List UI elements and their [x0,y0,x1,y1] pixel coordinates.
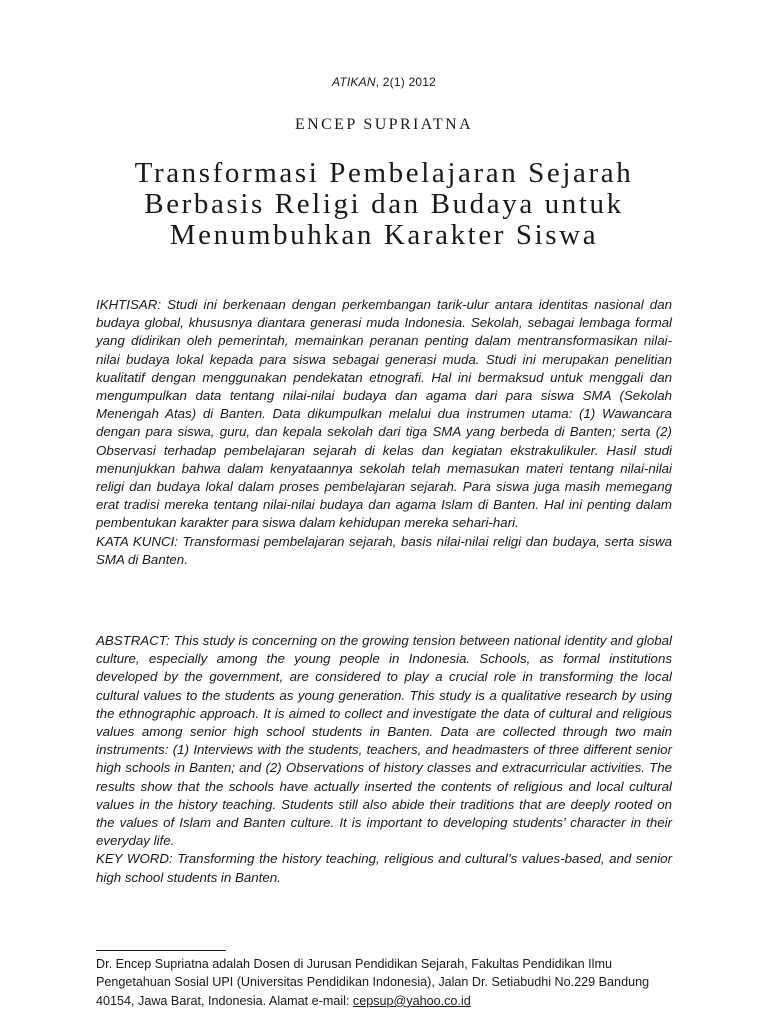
abstract-text: This study is concerning on the growing tension between national identity and global culture, especially among the young people in Indonesia. Schools, as formal institutions developed by the government, are considered to play a crucial role in transforming the local cultural values to the students as young generation. This study is a qualitative research by using the ethnographic approach. It is aimed to collect and investigate the data of cultural and religious values among senior high school students in Banten. Data are collected through two main instruments: (1) Interviews with the students, teachers, and headmasters of three different senior high schools in Banten; and (2) Observations of history classes and extracurricular activities. The results show that the schools have actually inserted the contents of religious and local cultural values in the history teaching. Students still also abide their traditions that are deeply rooted on the values of Islam and Banten culture. It is important to developing students’ character in their everyday life. [96,633,672,849]
ikhtisar-text: Studi ini berkenaan dengan perkembangan tarik-ulur antara identitas nasional dan budaya global, khususnya diantara generasi muda Indonesia. Sekolah, sebagai lembaga formal yang didirikan oleh pemerintah, memainkan peranan penting dalam mentransformasikan nilai-nilai budaya lokal kepada para siswa sebagai generasi muda. Studi ini merupakan penelitian kualitatif dengan menggunakan pendekatan etnografi. Hal ini bermaksud untuk menggali dan mengumpulkan data tentang nilai-nilai budaya dan agama dari para siswa SMA (Sekolah Menengah Atas) di Banten. Data dikumpulkan melalui dua instrumen utama: (1) Wawancara dengan para siswa, guru, dan kepala sekolah dari tiga SMA yang berbeda di Banten; serta (2) Observasi terhadap pembelajaran sejarah di kelas dan kegiatan ekstrakulikuler. Hasil studi menunjukkan bahwa dalam kenyataannya sekolah telah memasukan materi tentang nilai-nilai religi dan budaya lokal dalam proses pembelajaran sejarah. Para siswa juga masih memegang erat tradisi mereka tentang nilai-nilai budaya dan agama Islam di Banten. Hal ini penting dalam pembentukan karakter para siswa dalam kehidupan mereka sehari-hari. [96,297,672,531]
abstract-label: ABSTRACT: [96,633,170,648]
abstract-paragraph [96,632,672,850]
article-title [60,158,708,251]
footnote-author-name: Dr. Encep Supriatna [96,957,209,971]
running-head [0,75,768,89]
ikhtisar-paragraph [96,296,672,533]
title-line-3: Menumbuhkan Karakter Siswa [169,219,599,251]
footnote-divider [96,950,226,951]
kata-kunci-paragraph [96,533,672,569]
journal-issue: , 2(1) 2012 [375,75,436,89]
title-line-1: Transformasi Pembelajaran Sejarah [134,157,634,189]
author-footnote [96,955,676,1010]
kata-kunci-label: KATA KUNCI: [96,533,178,549]
keyword-label: KEY WORD: [96,851,173,867]
ikhtisar-label: IKHTISAR: [96,297,162,312]
journal-name: ATIKAN [332,75,376,89]
ikhtisar-section [96,296,672,569]
author-email-link[interactable]: cepsup@yahoo.co.id [352,993,471,1008]
author-name: ENCEP SUPRIATNA [294,116,474,133]
keyword-text: Transforming the history teaching, religious and cultural’s values-based, and senior high school students in Banten. [96,851,672,885]
title-line-2: Berbasis Religi dan Budaya untuk [144,188,624,220]
abstract-section [96,632,672,887]
kata-kunci-text: Transformasi pembelajaran sejarah, basis nilai-nilai religi dan budaya, serta siswa SMA di Banten. [96,533,672,567]
footnote-text: adalah Dosen di Jurusan Pendidikan Sejarah, Fakultas Pendidikan Ilmu Pengetahuan Sosial UPI (Universitas Pendidikan Indonesia), Jalan Dr. Setiabudhi No.229 Bandung 40154, Jawa Barat, Indonesia. Alamat e-mail: [96,957,650,1008]
keyword-paragraph [96,850,672,886]
